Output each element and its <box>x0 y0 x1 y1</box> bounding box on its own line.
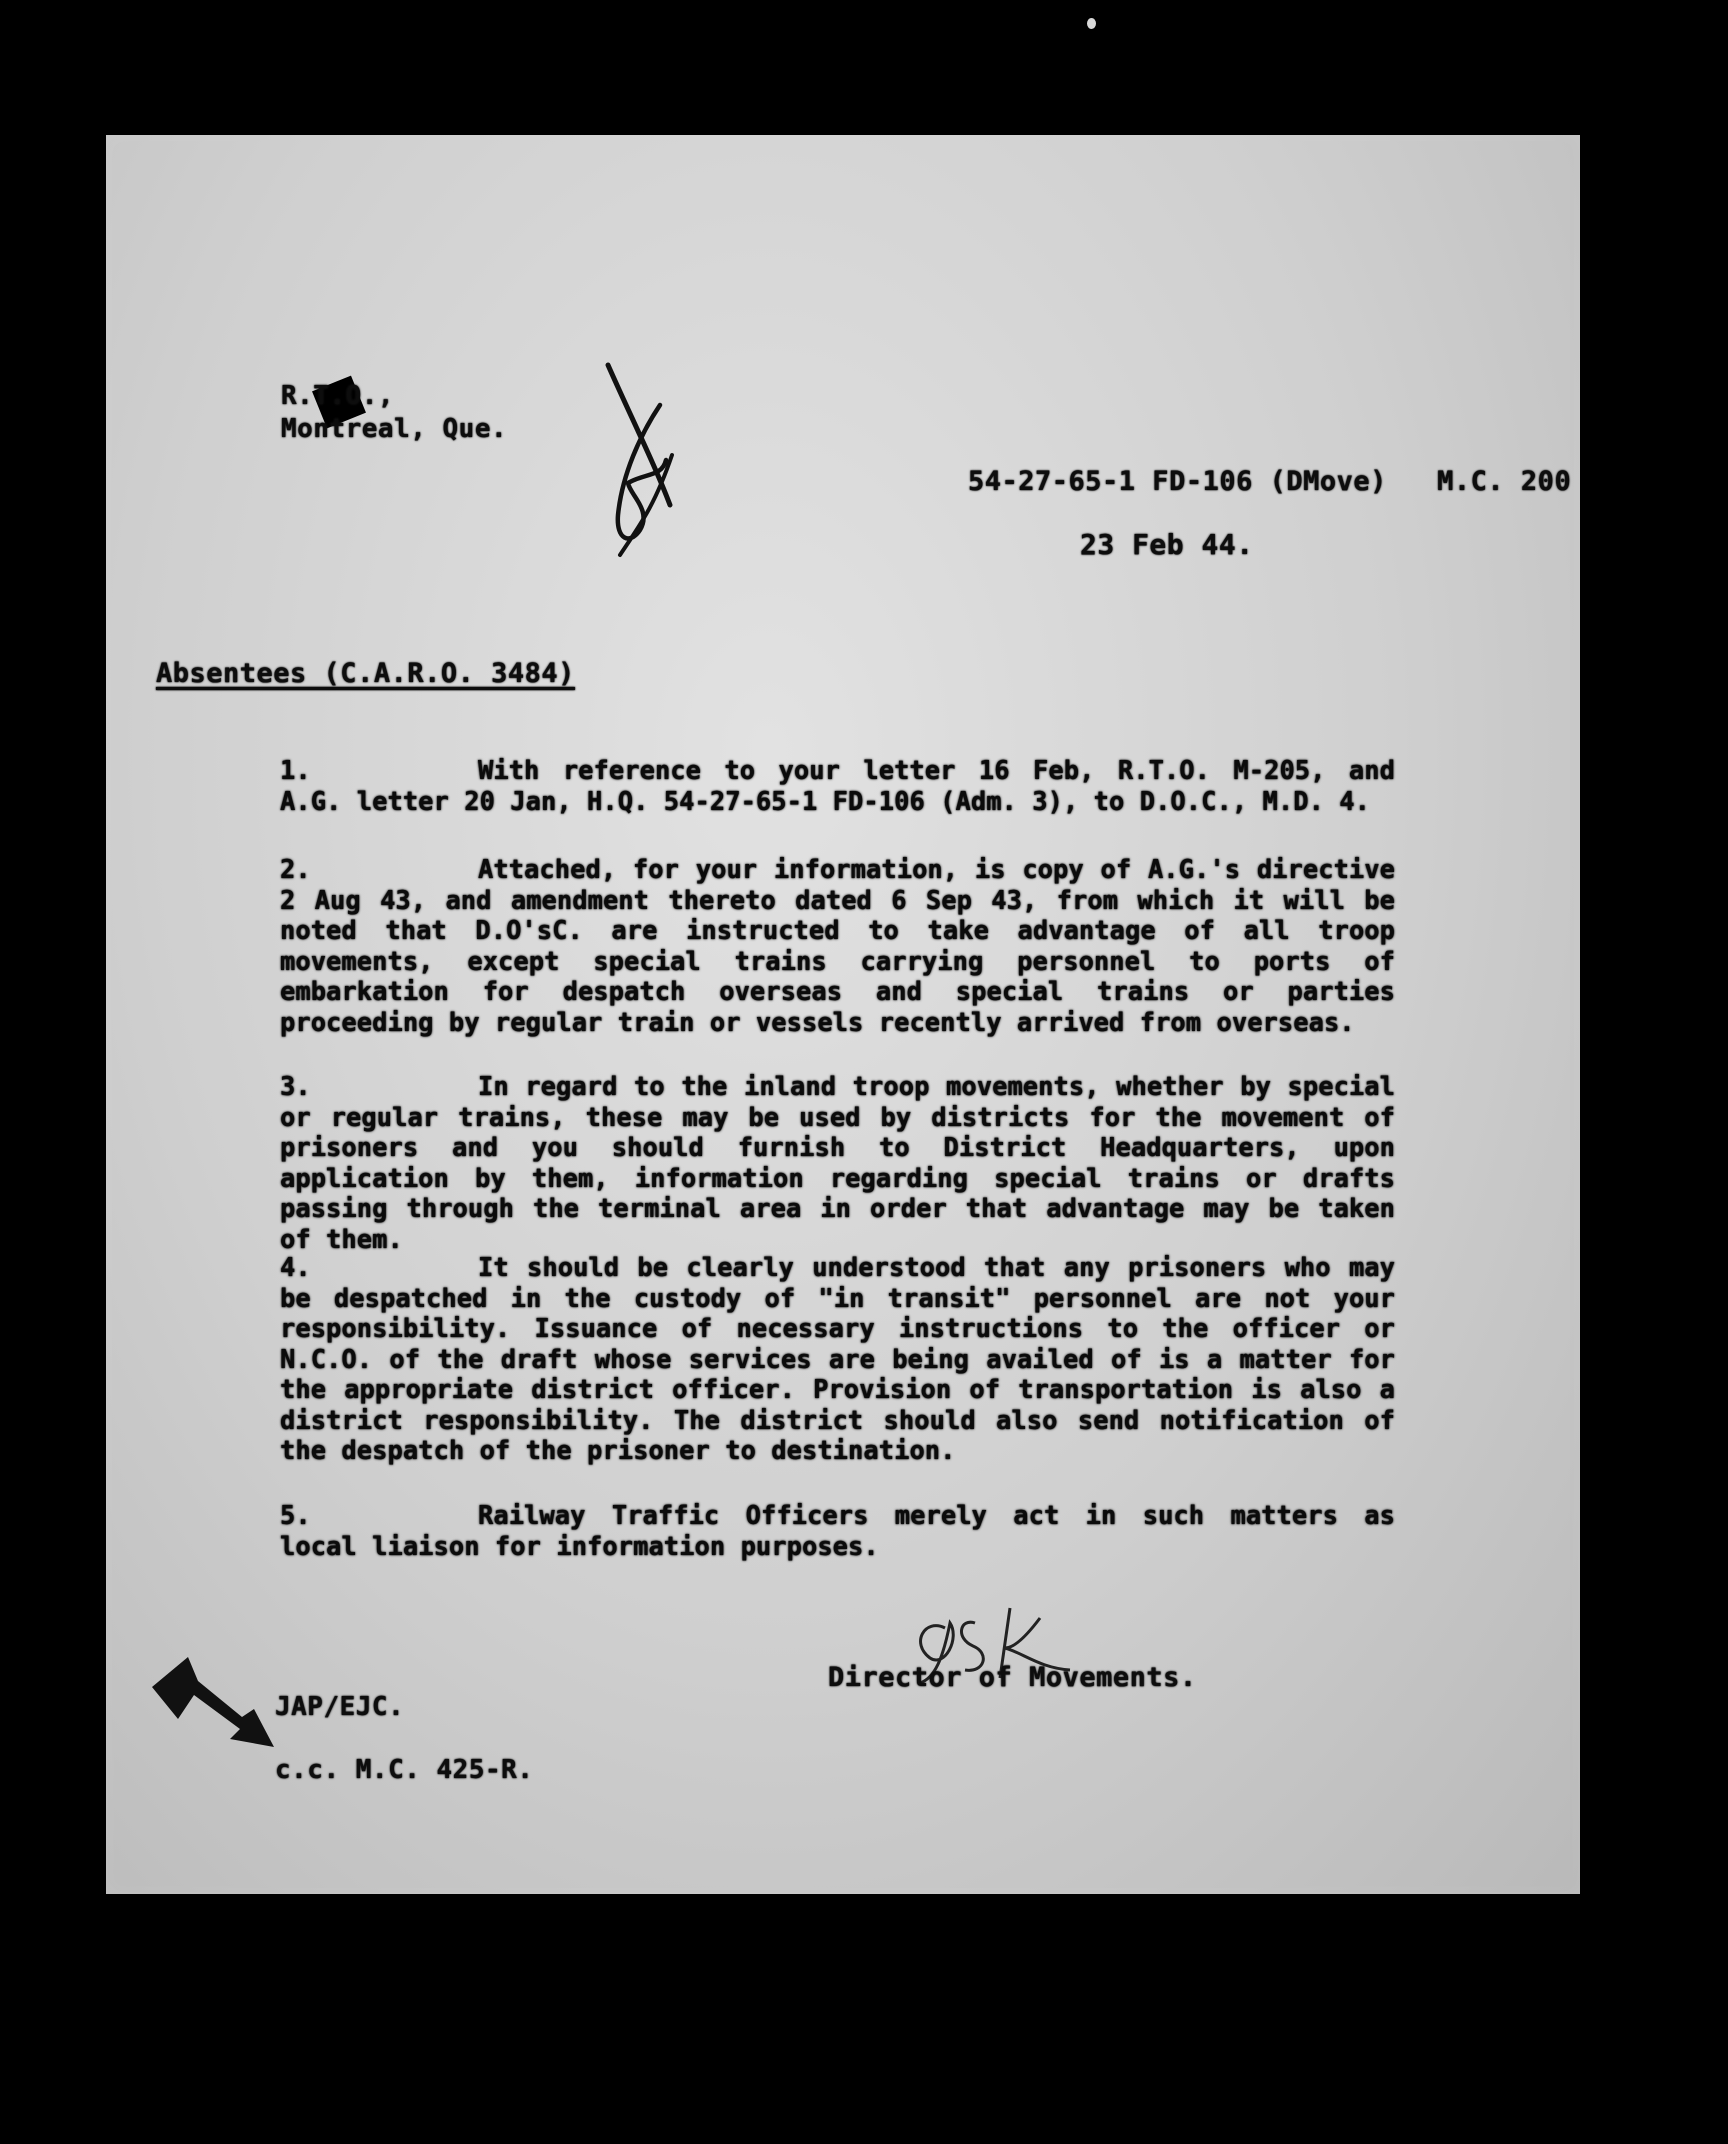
paragraph-text: It should be clearly understood that any prisoners who may be despatched in the custody of "in transit" personnel are not your responsibility. Issuance of necessary instructions to the officer or N.C.O. of the draft whose services are being availed of is a matter for the appropriate district officer. Provision of transportation is also a district responsibility. The district should also send notification of the despatch of the prisoner to destination. <box>280 1253 1395 1466</box>
paragraph-text: In regard to the inland troop movements, whether by special or regular trains, these may be used by districts for the movement of prisoners and you should furnish to District Headquarters, upon application by them, information regarding special trains or drafts passing through the terminal area in order that advantage may be taken of them. <box>280 1072 1395 1255</box>
paragraph-text: With reference to your letter 16 Feb, R.T.O. M-205, and A.G. letter 20 Jan, H.Q. 54-27-65-1 FD-106 (Adm. 3), to D.O.C., M.D. 4. <box>280 756 1395 817</box>
paragraph-1 <box>280 756 1395 817</box>
paragraph-number: 2. <box>280 855 311 885</box>
paragraph-number: 1. <box>280 756 311 786</box>
paragraph-number: 4. <box>280 1253 311 1283</box>
paragraph-text: Attached, for your information, is copy of A.G.'s directive 2 Aug 43, and amendment thereto dated 6 Sep 43, from which it will be noted that D.O'sC. are instructed to take advantage of all troop movements, except special trains carrying personnel to ports of embarkation for despatch overseas and special trains or parties proceeding by regular train or vessels recently arrived from overseas. <box>280 855 1395 1038</box>
paragraph-text: Railway Traffic Officers merely act in such matters as local liaison for information purposes. <box>280 1501 1395 1562</box>
paragraph-2 <box>280 855 1395 1038</box>
arrow-marker-icon <box>150 1655 280 1755</box>
paragraph-number: 5. <box>280 1501 311 1531</box>
paragraph-number: 3. <box>280 1072 311 1102</box>
margin-initials-handwritten <box>600 355 690 565</box>
letter-date: 23 Feb 44. <box>1080 528 1254 561</box>
addressee-line-1: R.T.O., <box>281 381 395 411</box>
file-reference: 54-27-65-1 FD-106 (DMove) M.C. 200 <box>968 466 1572 497</box>
signatory-title: Director of Movements. <box>828 1662 1197 1693</box>
subject-line: Absentees (C.A.R.O. 3484) <box>156 658 575 689</box>
carbon-copy: c.c. M.C. 425-R. <box>275 1755 534 1785</box>
addressee-line-2: Montreal, Que. <box>281 414 508 444</box>
film-speck <box>1087 18 1096 29</box>
typist-reference: JAP/EJC. <box>275 1692 405 1722</box>
paragraph-3 <box>280 1072 1395 1255</box>
paragraph-5 <box>280 1501 1395 1562</box>
paragraph-4 <box>280 1253 1395 1467</box>
